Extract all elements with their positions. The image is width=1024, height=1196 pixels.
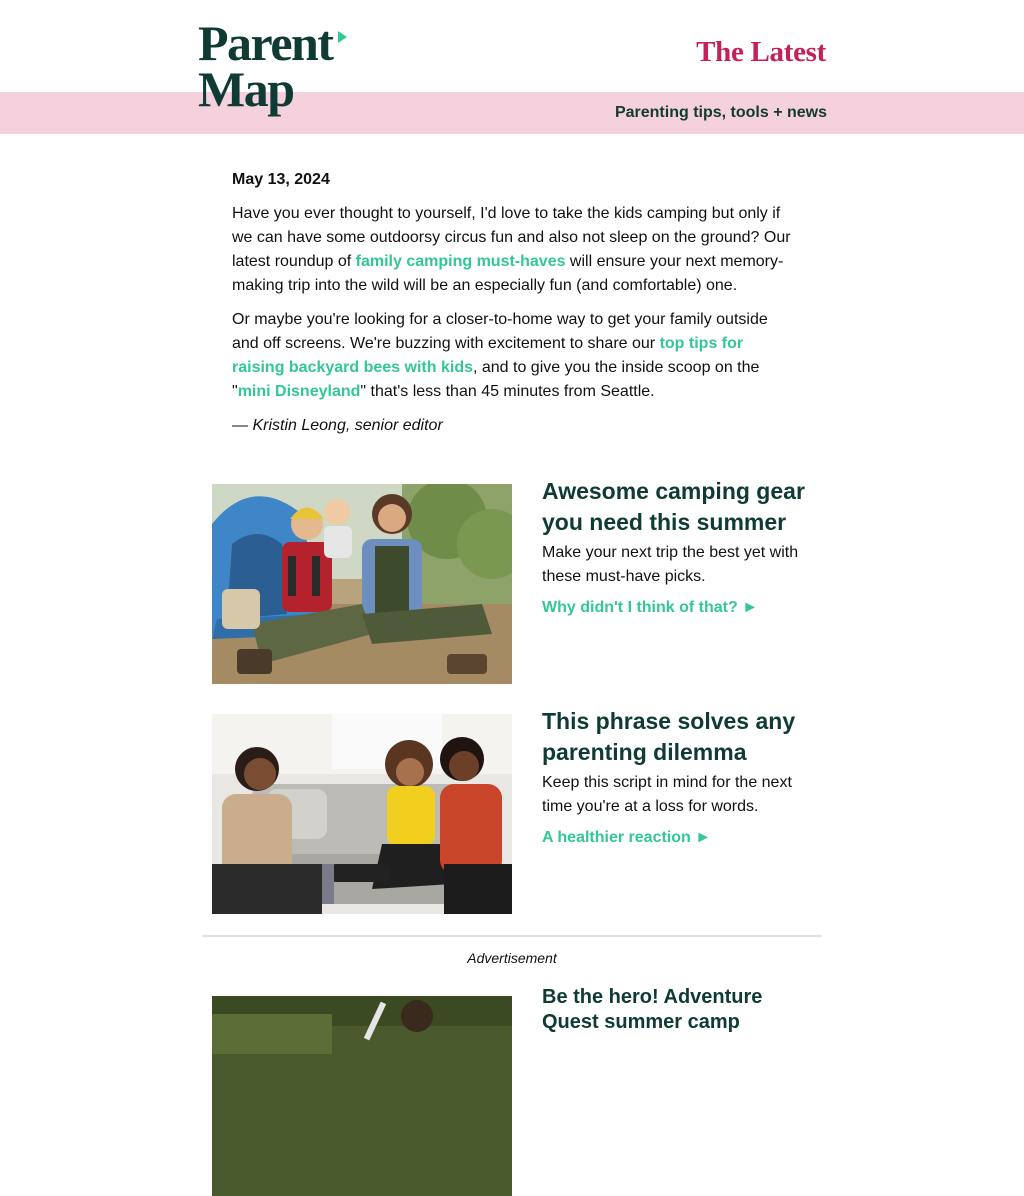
advertisement-label: Advertisement bbox=[467, 950, 557, 966]
tagline-bar bbox=[0, 92, 1024, 134]
family-camping-link[interactable]: family camping must-haves bbox=[355, 253, 566, 270]
article-description: Keep this script in mind for the next time you're at a loss for words. bbox=[542, 774, 792, 815]
logo-word-parent: Parent bbox=[198, 15, 333, 71]
tagline: Parenting tips, tools + news bbox=[614, 104, 827, 121]
newsletter-title: The Latest bbox=[696, 36, 826, 68]
article-body bbox=[542, 706, 817, 847]
intro-paragraph-2 bbox=[232, 308, 792, 404]
intro-section bbox=[232, 168, 792, 448]
logo-play-icon bbox=[338, 31, 347, 43]
intro-paragraph-1 bbox=[232, 202, 792, 298]
article-cta-link[interactable]: A healthier reaction ► bbox=[542, 829, 712, 846]
article-card-phrase bbox=[212, 708, 822, 914]
intro-p2-text-start: Or maybe you're looking for a closer-to-home way to get your family outside and off screens. We're buzzing with excitement to share our bbox=[232, 311, 768, 352]
issue-date: May 13, 2024 bbox=[232, 171, 330, 188]
ad-photo[interactable] bbox=[212, 996, 512, 1196]
logo-word-map: Map bbox=[198, 61, 294, 117]
article-body bbox=[542, 476, 817, 617]
editor-signature: — Kristin Leong, senior editor bbox=[232, 417, 443, 434]
backyard-bees-link[interactable]: top tips for raising backyard bees with kids bbox=[232, 335, 744, 376]
parentmap-logo[interactable] bbox=[198, 15, 358, 122]
camping-family-photo[interactable] bbox=[212, 484, 512, 684]
ad-card bbox=[212, 986, 822, 1196]
ad-divider bbox=[202, 935, 822, 937]
article-title[interactable]: Awesome camping gear you need this summer bbox=[542, 478, 805, 535]
article-title[interactable]: This phrase solves any parenting dilemma bbox=[542, 708, 796, 765]
article-cta-link[interactable]: Why didn't I think of that? ► bbox=[542, 599, 759, 616]
article-description: Make your next trip the best yet with these must-have picks. bbox=[542, 544, 799, 585]
intro-p2-text-middle: , and to give you the inside scoop on the " bbox=[232, 359, 760, 400]
article-card-camping bbox=[212, 478, 822, 684]
ad-title[interactable]: Be the hero! Adventure Quest summer camp bbox=[542, 986, 763, 1033]
family-talking-photo[interactable] bbox=[212, 714, 512, 914]
intro-p1-text-start: Have you ever thought to yourself, I'd love to take the kids camping but only if we can have some outdoorsy circus fun and also not sleep on the ground? Our latest roundup of bbox=[232, 205, 791, 270]
intro-p1-text-end: will ensure your next memory-making trip into the wild will be an especially fun (and comfortable) one. bbox=[232, 253, 784, 294]
mini-disneyland-link[interactable]: mini Disneyland bbox=[237, 383, 361, 400]
intro-p2-text-end: " that's less than 45 minutes from Seattle. bbox=[360, 383, 655, 400]
